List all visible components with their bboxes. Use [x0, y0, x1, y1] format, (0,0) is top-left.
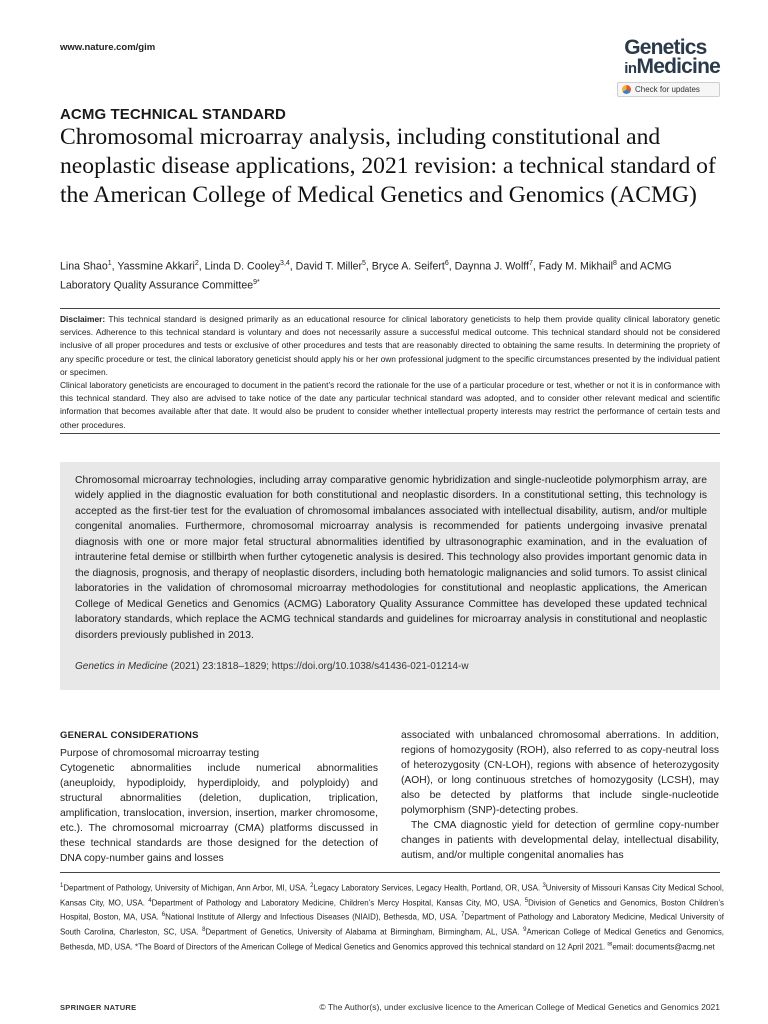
affiliation-text: Department of Pathology, University of Michigan, Ann Arbor, MI, USA.: [63, 883, 311, 893]
journal-logo-in: in: [624, 60, 637, 78]
affiliation-marker: 7: [460, 912, 465, 919]
author-name[interactable]: Lina Shao: [60, 260, 108, 273]
abstract-text: Chromosomal microarray technologies, including array comparative genomic hybridization and single-nucleotide polymorphism array, are widely applied in the diagnostic evaluation for both constitutional and neoplastic disorders. In a constitutional setting, this technology is accepted as the first-tier test for the evaluation of chromosomal imbalances associated with intellectual disability, autism, and/or multiple congenital anomalies. Furthermore, chromosomal microarray analysis is recommended for patients undergoing invasive prenatal diagnosis with one or more major fetal structural abnormalities identified by ultrasonographic examination, and in the evaluation of intrauterine fetal demise or stillbirth when further cytogenetic analysis is desired. This technology also provides important genomic data in the diagnosis, prognosis, and therapy of neoplastic disorders, including both hematologic malignancies and solid tumors. To assist clinical laboratories in the validation of chromosomal microarray methodologies for constitutional and neoplastic applications, the American College of Medical Genetics and Genomics (ACMG) Laboratory Quality Assurance Committee has developed these updated technical laboratory standards, which replace the ACMG technical standards and guidelines for microarray analysis in constitutional and neoplastic disorders previously published in 2013.: [75, 475, 707, 641]
body-column-right: [401, 728, 719, 863]
disclaimer-p2: Clinical laboratory geneticists are encouraged to document in the patient’s record the rationale for the use of a particular procedure or test, whether or not it is in conformance with this technical standard. They also are advised to take notice of the date any particular technical standard was adopted, and to consider other relevant medical and scientific information that becomes available after that date. It would also be prudent to consider whether intellectual property interests may restrict the performance of certain tests and other procedures.: [60, 380, 720, 430]
author-name[interactable]: Bryce A. Seifert: [371, 260, 445, 273]
affiliation-marker: 5: [524, 897, 529, 904]
author-affiliation-marker: 1: [107, 260, 112, 267]
citation: [75, 661, 469, 672]
author-affiliation-marker: 8: [612, 260, 617, 267]
affiliation-text: American College of Medical Genetics and Genomics, Bethesda, MD, USA.: [60, 927, 724, 952]
author-affiliation-marker: 2: [194, 260, 199, 267]
board-note: *The Board of Directors of the American College of Medical Genetics and Genomics approved this technical standard on 12 April 2021.: [135, 942, 608, 952]
affiliation-marker: 3: [542, 883, 546, 889]
crossmark-icon: [622, 85, 631, 94]
check-updates-label: Check for updates: [635, 85, 700, 94]
disclaimer-p1: [60, 313, 720, 379]
affiliation-marker: 9: [523, 926, 527, 933]
author-affiliation-marker: 6: [444, 260, 449, 267]
affiliation-text: National Institute of Allergy and Infectious Diseases (NIAID), Bethesda, MD, USA.: [165, 912, 461, 922]
disclaimer-text-1: This technical standard is designed primarily as an educational resource for clinical laboratory geneticists to help them provide quality clinical laboratory genetic services. Adherence to this technical standard is voluntary and does not necessarily assure a successful medical outcome. This technical standard should not be considered inclusive of all proper procedures and tests or exclusive of other procedures and tests that are reasonably directed to obtaining the same results. In determining the propriety of any specific procedure or test, the clinical laboratory geneticist should apply his or her own professional judgment to the specific circumstances presented by the individual patient or specimen.: [60, 314, 720, 377]
body-paragraph: Cytogenetic abnormalities include numerical abnormalities (aneuploidy, hypodiploidy, hyperdiploidy, and polyploidy) and structural abnormalities (deletion, duplication, triplication, amplification, translocation, inversion, insertion, marker chromosome, etc.). The chromosomal microarray (CMA) platforms discussed in these technical standards are those designed for the detection of DNA copy-number gains and losses: [60, 763, 378, 864]
corresponding-email[interactable]: email: documents@acmg.net: [612, 942, 715, 952]
affiliation-marker: 2: [310, 883, 314, 889]
body-paragraph: associated with unbalanced chromosomal aberrations. In addition, regions of homozygosity (ROH), also referred to as copy-neutral loss of heterozygosity (CN-LOH), regions with absence of heterozygosity (AOH), or long continuous stretches of homozygosity (LCSH), may also be detected by platforms that include single-nucleotide polymorphism (SNP)-detecting probes.: [401, 730, 719, 816]
section-heading: GENERAL CONSIDERATIONS: [60, 730, 199, 741]
affiliation-text: Department of Pathology and Laboratory Medicine, Children’s Mercy Hospital, Kansas City, MO, USA.: [151, 898, 525, 908]
affiliation-marker: 1: [60, 883, 64, 889]
journal-url[interactable]: www.nature.com/gim: [60, 42, 156, 53]
copyright: © The Author(s), under exclusive licence to the American College of Medical Genetics and Genomics 2021: [319, 1002, 720, 1012]
affiliation-marker: 4: [148, 897, 152, 904]
affiliation-marker: 6: [161, 912, 166, 919]
journal-logo: [624, 38, 720, 77]
journal-logo-line1: Genetics: [624, 36, 707, 59]
citation-journal: Genetics in Medicine: [75, 661, 168, 672]
author-name[interactable]: Linda D. Cooley: [204, 260, 281, 273]
affiliation-text: Department of Pathology and Laboratory Medicine, Medical University of South Carolina, Charleston, SC, USA.: [60, 912, 724, 937]
affiliation-text: Legacy Laboratory Services, Legacy Health, Portland, OR, USA.: [313, 883, 543, 893]
article-title: Chromosomal microarray analysis, including constitutional and neoplastic disease applications, 2021 revision: a technical standard of the American College of Medical Genetics and Genomics (ACMG): [60, 124, 716, 208]
author-list: Lina Shao$^1$, Yassmine Akkari$^2$, Linda D. Cooley$^{3,4}$, David T. Miller$^5$, Bryce A. Seifert$^6$, Daynna J. Wolff$^7$, Fady M. Mikhail$^8$ and ACMG Laboratory Quality Assurance Committee$^{9*}$: [60, 260, 672, 292]
author-affiliation-marker: 3,4: [280, 260, 290, 267]
subsection-heading: Purpose of chromosomal microarray testing: [60, 748, 260, 759]
author-affiliation-marker: 9*: [253, 279, 260, 287]
author-name[interactable]: David T. Miller: [295, 260, 362, 273]
article-type: ACMG TECHNICAL STANDARD: [60, 106, 286, 123]
affiliation-text: University of Missouri Kansas City Medical School, Kansas City, MO, USA.: [60, 883, 724, 908]
check-updates-button[interactable]: [617, 82, 720, 97]
author-name[interactable]: Daynna J. Wolff: [454, 260, 529, 273]
body-column-left: [60, 728, 378, 866]
author-affiliation-marker: 7: [529, 260, 533, 267]
author-name[interactable]: Fady M. Mikhail: [538, 260, 613, 273]
publisher-logo: SPRINGER NATURE: [60, 1003, 137, 1012]
affiliation-text: Department of Genetics, University of Alabama at Birmingham, Birmingham, AL, USA.: [205, 927, 524, 937]
citation-doi[interactable]: (2021) 23:1818–1829; https://doi.org/10.1038/s41436-021-01214-w: [170, 661, 469, 672]
journal-logo-line2: [624, 57, 720, 77]
footnote-rule: [60, 872, 720, 873]
author-name[interactable]: ACMG Laboratory Quality Assurance Committee: [60, 260, 672, 292]
author-name[interactable]: Yassmine Akkari: [117, 260, 195, 273]
affiliation-marker: 8: [202, 926, 206, 933]
author-affiliation-marker: 5: [362, 260, 366, 267]
body-paragraph: The CMA diagnostic yield for detection of germline copy-number changes in patients with developmental delay, intellectual disability, autism, and/or multiple congenital anomalies has: [401, 820, 719, 861]
email-icon: ✉: [607, 941, 613, 948]
disclaimer-label: Disclaimer:: [60, 314, 106, 324]
affiliations-footnote: [60, 880, 724, 953]
journal-logo-medicine: Medicine: [636, 55, 720, 79]
affiliation-text: Division of Genetics and Genomics, Boston Children’s Hospital, Boston, MA, USA.: [60, 898, 724, 922]
disclaimer-top-rule: [60, 308, 720, 309]
disclaimer-bottom-rule: [60, 433, 720, 434]
disclaimer: [60, 313, 720, 432]
